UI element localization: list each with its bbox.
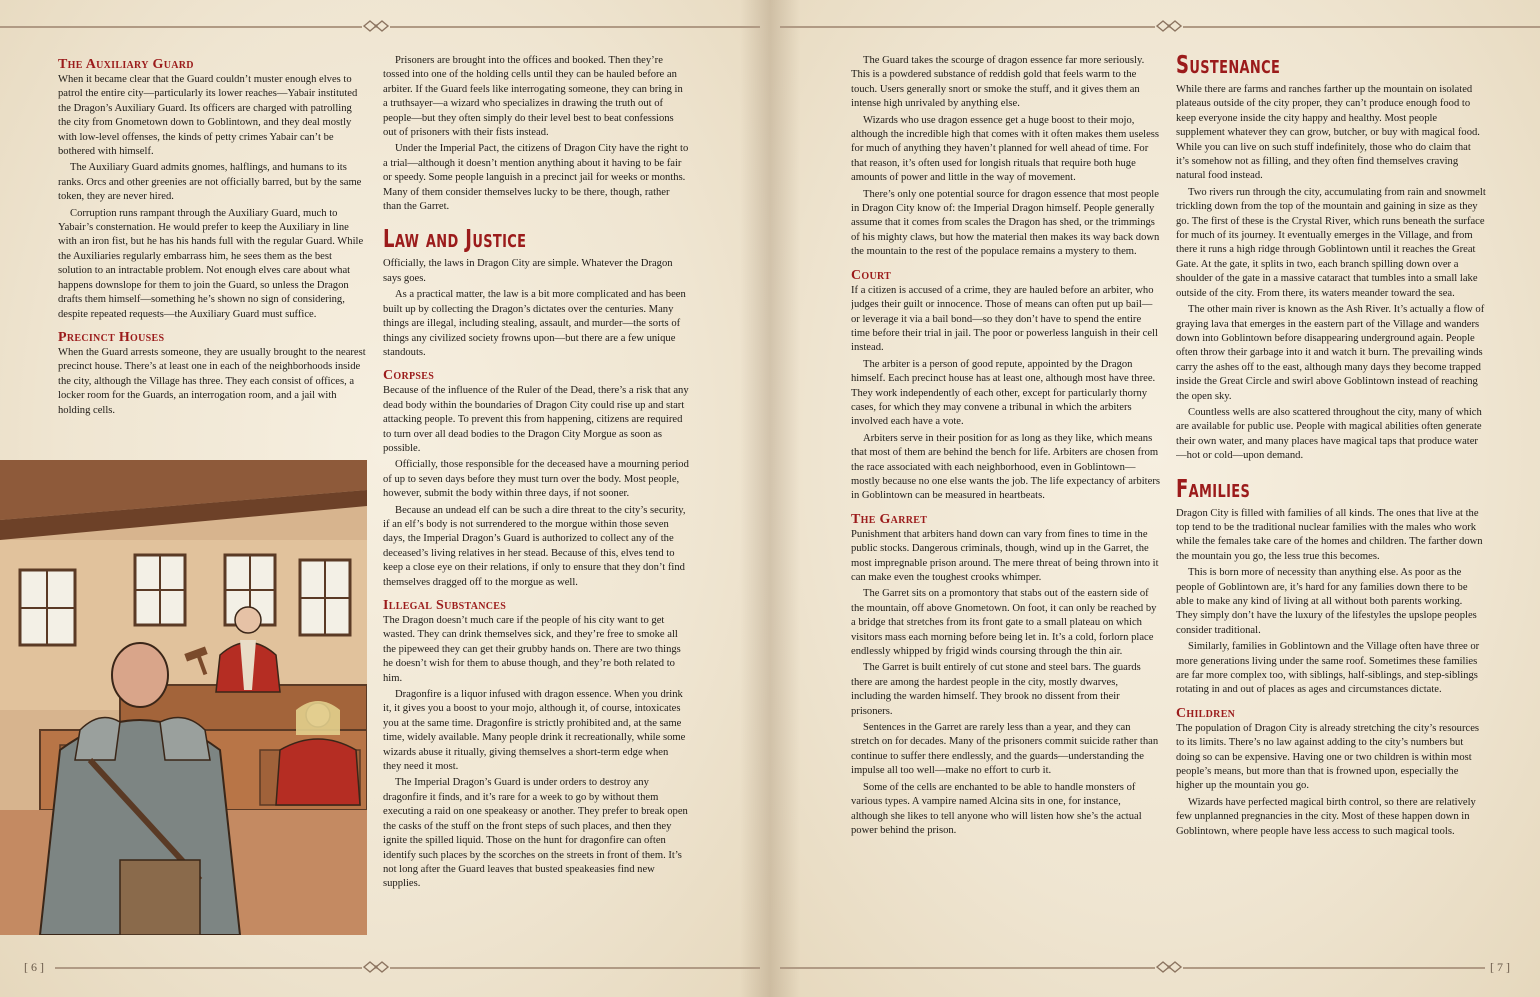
paragraph: Dragonfire is a liquor infused with dragon essence. When you drink it, it gives you a boost to your mojo, although it, of course, intoxicates you at the same time. Dragonfire is strictly prohibited and, at the same time, widely available. Many people drink it recreationally, while some wizards abuse it ritually, giving themselves a short-term edge when they need it most. (383, 689, 686, 773)
paragraph: If a citizen is accused of a crime, they are hauled before an arbiter, who judges their guilt or innocence. Those of means can often put up bail—or leverage it via a bail bond—so they don’t have to spend the entire time before their trial in jail. The poor or powerless languish in their cell instead. (851, 284, 1158, 354)
right-column-1 (851, 54, 1160, 924)
paragraph: The Guard takes the scourge of dragon essence far more seriously. This is a powdered substance of reddish gold that feels warm to the touch. Users generally snort or smoke the stuff, and it gives them an intense high unrivaled by anything else. (851, 55, 1145, 110)
courtroom-illustration (0, 460, 367, 935)
page-number-right: [ 7 ] (1490, 960, 1510, 974)
top-ornament-left (362, 20, 390, 32)
paragraph: Under the Imperial Pact, the citizens of Dragon City have the right to a trial—although it doesn’t mention anything about it having to be fair or speedy. Some people languish in a precinct jail for weeks or months. Many of them consider themselves lucky to be there, though, rather than the Garret. (383, 143, 689, 213)
paragraph: Officially, the laws in Dragon City are simple. Whatever the Dragon says goes. (383, 258, 673, 284)
paragraph: Dragon City is filled with families of all kinds. The ones that live at the top tend to be the traditional nuclear families with the males who work while the females take care of the homes and children. The farther down the mountain you go, the less true this becomes. (1176, 507, 1483, 562)
section-heading: The Garret (851, 511, 928, 527)
section-heading: Corpses (383, 368, 435, 384)
section-heading: Court (851, 267, 892, 283)
paragraph: Punishment that arbiters hand down can vary from fines to time in the public stocks. Dangerous criminals, though, wind up in the Garret, the most impregnable prison around. The mere threat of being thrown into it can make even the toughest crooks whimper. (851, 528, 1159, 583)
paragraph: Arbiters serve in their position for as long as they like, which means that most of them are behind the bench for life. Arbiters are chosen from the race associated with each neighborhood, even in Goblintown—mostly because no one else wants the job. The life expectancy of arbiters in Goblintown can be measured in heartbeats. (851, 432, 1160, 502)
paragraph: Wizards have perfected magical birth control, so there are relatively few unplanned pregnancies in the city. Most of these happen down in Goblintown, where people have less access to such magical tools. (1176, 796, 1476, 837)
paragraph: When it became clear that the Guard couldn’t muster enough elves to patrol the entire city—particularly its lower reaches—Yabair instituted the Dragon’s Auxiliary Guard. Its officers are charged with patrolling the city from Gnometown down to Goblintown, and they deal mostly with low-level offenses, the kinds of petty crimes Yabair can’t be bothered with himself. (58, 74, 358, 158)
paragraph: The Imperial Dragon’s Guard is under orders to destroy any dragonfire it finds, and it’s rare for a week to go by without them executing a raid on one speakeasy or another. They prefer to break open the casks of the stuff on the front steps of such places, and then they ignite the spilled liquid. Those on the hunt for dragonfire can often identify such places by the scorches on the streets in front of them. It’s not long after the Guard leaves that busted speakeasies find new supplies. (383, 777, 688, 890)
paragraph: Wizards who use dragon essence get a huge boost to their mojo, although the incredible high that comes with it often makes them useless for much of anything they haven’t planned for well ahead of time. For that reason, it’s often used for longish rituals that require both huge amounts of power and little in the way of movement. (851, 114, 1160, 184)
paragraph: The other main river is known as the Ash River. It’s actually a flow of graying lava that emerges in the eastern part of the Village and wanders down into Goblintown before disappearing underground again. People often throw their garbage into it and watch it burn. The prevailing winds carry the ashes off to the east, although many days they become trapped inside the Great Circle and swirl above Goblintown instead of reaching the open sky. (1176, 304, 1485, 402)
paragraph: This is born more of necessity than anything else. As poor as the people of Goblintown are, it’s hard for any families down there to be able to make any kind of living at all without both parents working. They simply don’t have the luxury of the lifestyles the upslope peoples consider traditional. (1176, 567, 1477, 636)
paragraph: Corruption runs rampant through the Auxiliary Guard, much to Yabair’s consternation. He would prefer to keep the Auxiliary in line with an iron fist, but he has his hands full with the regular Guard. While the Auxiliaries regularly embarrass him, he sees them as the best solution to an intractable problem. Not enough elves care about what happens downslope for them to join the Guard, so unless the Dragon drafts them himself—something he’s shown no sign of considering, despite repeated requests—the Auxiliary Guard must suffice. (58, 207, 364, 320)
bottom-ornament-left (362, 961, 390, 973)
paragraph: Two rivers run through the city, accumulating from rain and snowmelt trickling down from the top of the mountain and gaining in size as they go. The first of these is the Crystal River, which runs beneath the surface for much of its journey. It eventually emerges in the Village, and from there it runs a high ridge through Goblintown until it reaches the Great Gate. At the gate, it splits in two, each branch spilling down over a shoulder of the gate in a massive cataract that tumbles into a small lake outside of the city. From there, its waters meander toward the sea. (1176, 186, 1486, 299)
bottom-ornament-right (1155, 961, 1183, 973)
top-rule-right-a (780, 26, 1155, 28)
paragraph: Similarly, families in Goblintown and the Village often have three or more generations living under the same roof. Sometimes these families are far more complex too, with siblings, half-siblings, and step-siblings rotating in and out of places as ages and circumstances dictate. (1176, 641, 1480, 696)
paragraph: The Dragon doesn’t much care if the people of his city want to get wasted. They can drink themselves sick, and they’re free to smoke all the pipeweed they can get their grubby hands on. There are two things he doesn’t wish for them to abuse though, and they’re both related to him. (383, 615, 681, 684)
paragraph: Because an undead elf can be such a dire threat to the city’s security, if an elf’s body is not surrendered to the morgue within those seven days, the Imperial Dragon’s Guard is authorized to collect any of the deceased’s living relatives in her stead. Because of this, elves tend to keep a close eye on their relations, if only to ensure that they don’t find themselves dragged off to the morgue as well. (383, 504, 686, 588)
paragraph: There’s only one potential source for dragon essence that most people in Dragon City know of: the Imperial Dragon himself. People generally assume that it comes from scales the Dragon has shed, or the trimmings of his mighty claws, but how the material then makes its way back down the mountain to the rest of the populace remains a mystery to them. (851, 188, 1160, 258)
paragraph: While there are farms and ranches farther up the mountain on isolated plateaus outside of the city proper, they can’t produce enough food to keep everyone inside the city happy and healthy. Most people supplement whatever they can grow, butcher, or buy with magical food. While you can live on such stuff indefinitely, those who do claim that it’s somehow not as filling, and they often find themselves craving natural food instead. (1176, 84, 1480, 182)
bottom-rule-left-a (55, 967, 362, 969)
chapter-title: Law and Justice (383, 224, 527, 254)
right-column-2 (1176, 50, 1486, 945)
section-heading: Illegal Substances (383, 598, 507, 613)
chapter-title: Sustenance (1176, 50, 1281, 79)
paragraph: Officially, those responsible for the deceased have a mourning period of up to seven days before they must turn over the body. Most people, however, submit the body within three days, if not sooner. (383, 459, 689, 500)
top-rule-right-b (1183, 26, 1540, 28)
chapter-title: Families (1176, 473, 1251, 503)
paragraph: Prisoners are brought into the offices and booked. Then they’re tossed into one of the holding cells until they can be hauled before an arbiter. If the Guard feels like interrogating someone, they can bring in a truthsayer—a wizard who specializes in drawing the truth out of people—but they often simply do their level best to beat confessions out of prisoners with their fists instead. (383, 55, 683, 139)
left-column-1 (58, 57, 366, 452)
page-number-left: [ 6 ] (24, 960, 44, 974)
top-rule-left-a (0, 26, 362, 28)
bottom-rule-right-a (780, 967, 1155, 969)
bottom-rule-left-b (390, 967, 760, 969)
paragraph: The population of Dragon City is already stretching the city’s resources to its limits. There’s no law against adding to the city’s numbers but doing so can be expensive. Having one or two children is within most people’s means, but more than that is frowned upon, especially the higher up the mountain you go. (1176, 722, 1480, 792)
section-heading: Children (1176, 705, 1236, 721)
paragraph: As a practical matter, the law is a bit more complicated and has been built up by collecting the Dragon’s dictates over the centuries. Many things are illegal, including stealing, assault, and murder—the sorts of things any civilized society frowns upon—but there are a few unique standouts. (383, 289, 686, 358)
paragraph: The Garret is built entirely of cut stone and steel bars. The guards there are among the hardest people in the city, mostly dwarves, including the warden himself. They brook no dissent from their prisoners. (851, 662, 1141, 717)
paragraph: The Auxiliary Guard admits gnomes, halflings, and humans to its ranks. Orcs and other greenies are not officially barred, but by the same token, they are never hired. (58, 162, 362, 203)
book-gutter (740, 0, 800, 997)
paragraph: The Garret sits on a promontory that stabs out of the eastern side of the mountain, off above Gnometown. On foot, it can only be reached by a bridge that stretches from its front gate to a small plateau on which visitors mass each morning before being let in. It’s a cold, forlorn place endlessly whipped by frigid winds coursing through the thin air. (851, 588, 1157, 658)
paragraph: Because of the influence of the Ruler of the Dead, there’s a risk that any dead body within the boundaries of Dragon City could rise up and start attacking people. To prevent this from happening, citizens are required to turn over all dead bodies to the Dragon City Morgue as soon as possible. (383, 385, 689, 454)
section-heading: The Auxiliary Guard (58, 57, 194, 72)
paragraph: Sentences in the Garret are rarely less than a year, and they can stretch on for decades. Many of the prisoners commit suicide rather than continue to suffer there endlessly, and the guards—understanding the impulse all too well—make no effort to curb it. (851, 722, 1159, 777)
paragraph: The arbiter is a person of good repute, appointed by the Dragon himself. Each precinct house has at least one, although most have three. They work independently of each other, except for particularly thorny cases, for which they may convene a tribunal in which the arbiters involved each have a vote. (851, 358, 1156, 428)
section-heading: Precinct Houses (58, 329, 165, 345)
bottom-rule-right-b (1183, 967, 1485, 969)
paragraph: Some of the cells are enchanted to be able to handle monsters of various types. A vampire named Alcina sits in one, for instance, although she likes to tell anyone who will listen how she’s the actual power behind the prison. (851, 781, 1142, 836)
top-rule-left-b (390, 26, 760, 28)
left-column-2 (383, 54, 689, 944)
paragraph: Countless wells are also scattered throughout the city, many of which are available for public use. People with magical abilities often generate their own water, and many places have magical taps that produce water—hot or cold—upon demand. (1176, 406, 1482, 462)
top-ornament-right (1155, 20, 1183, 32)
paragraph: When the Guard arrests someone, they are usually brought to the nearest precinct house. There’s at least one in each of the neighborhoods inside the city, although the Village has three. They each consist of offices, a locker room for the Guards, an interrogation room, and a jail with holding cells. (58, 346, 366, 416)
